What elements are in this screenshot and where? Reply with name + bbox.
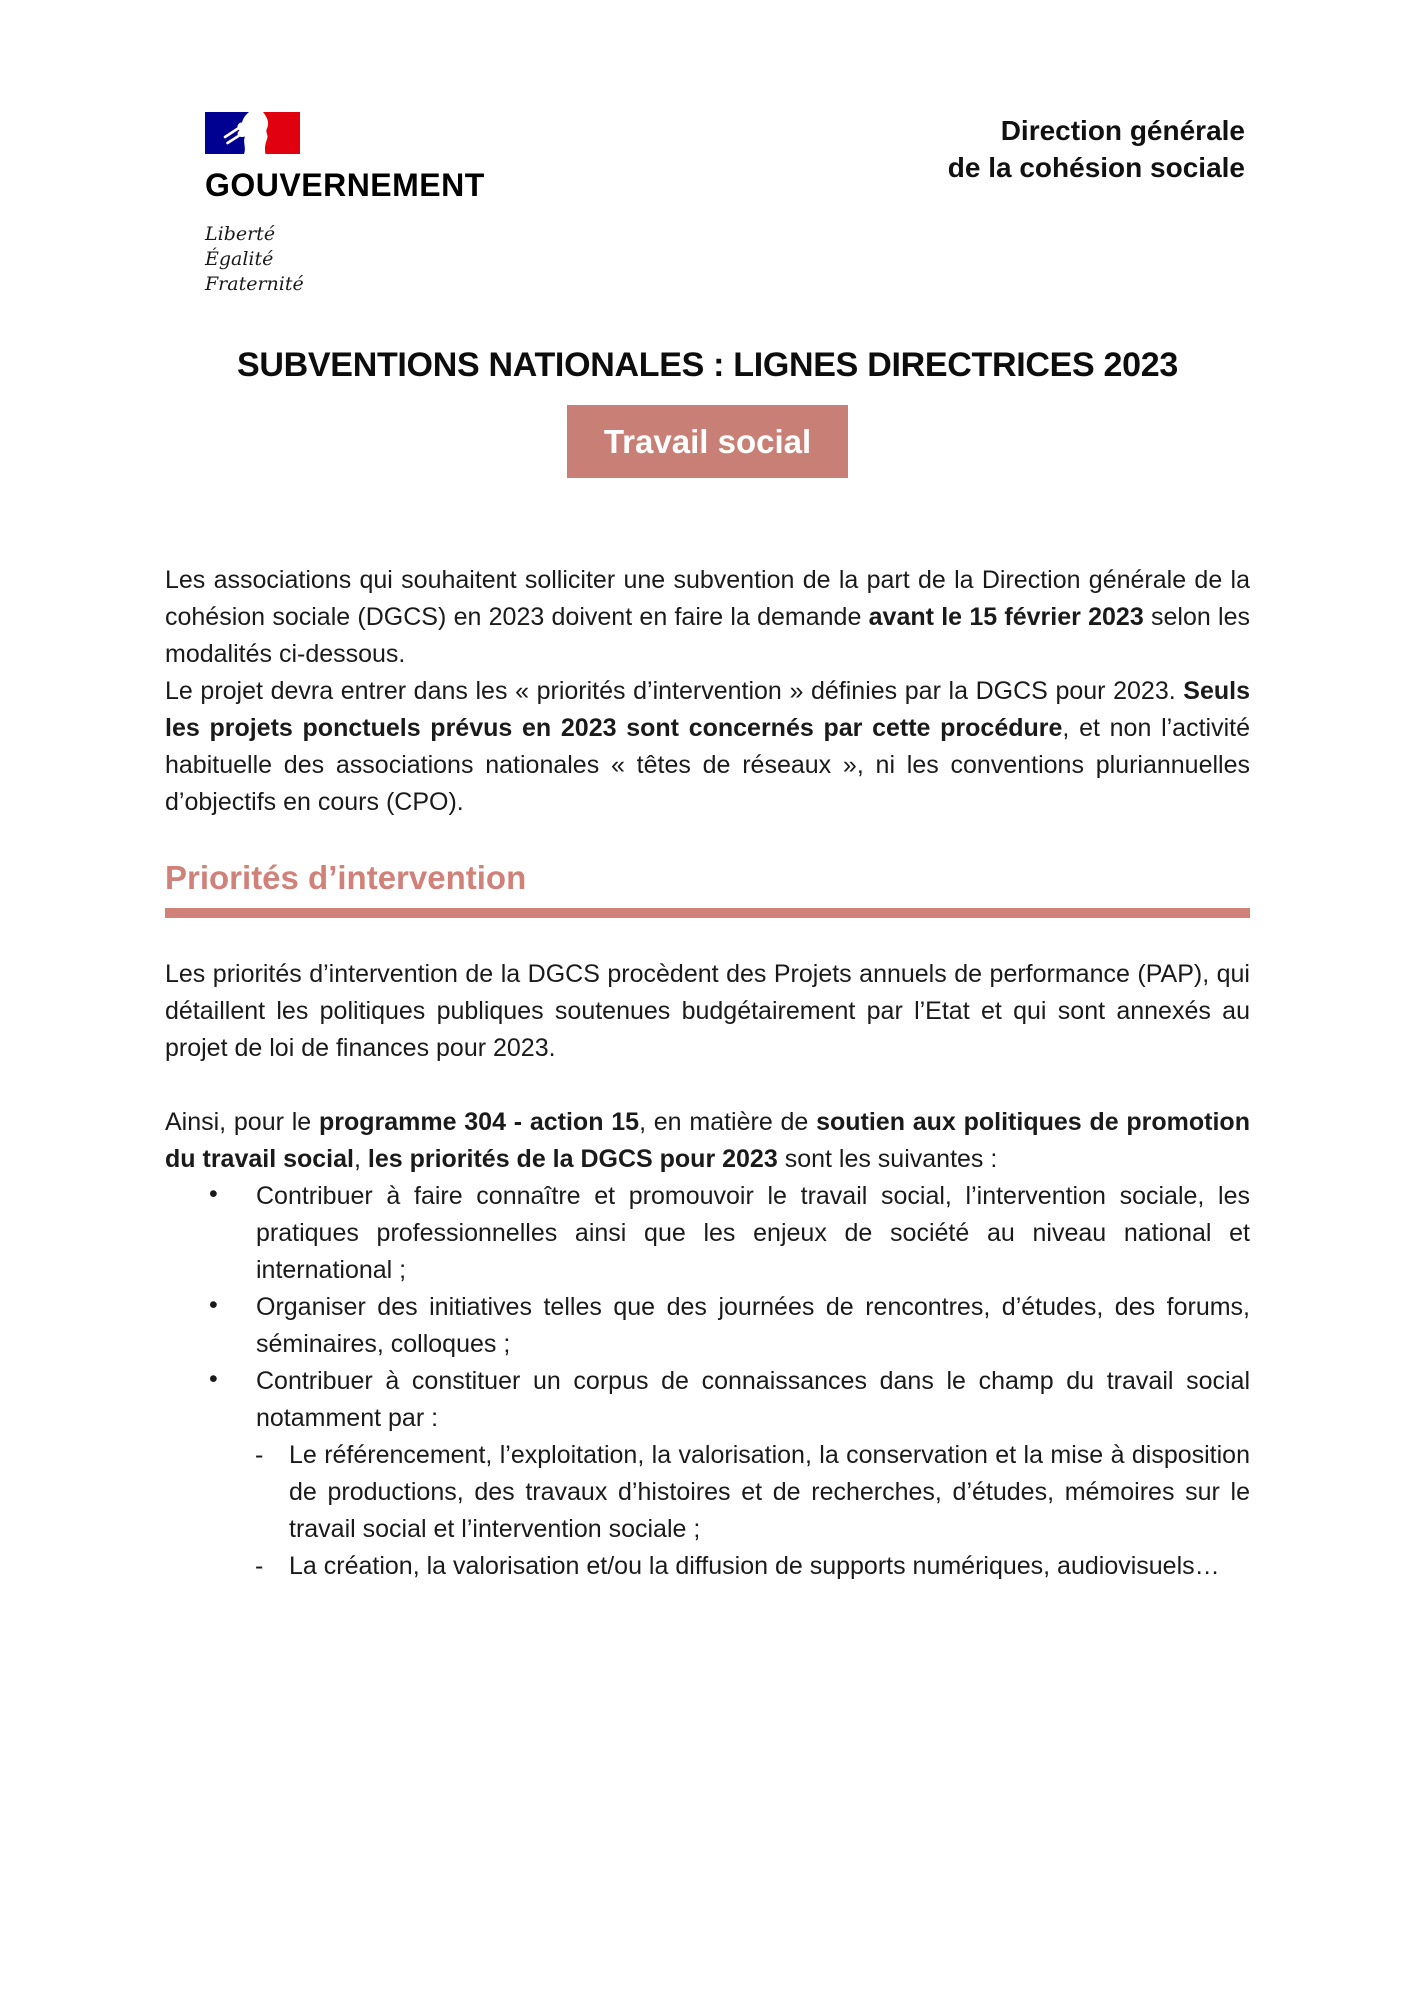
- bullet-icon: •: [209, 1365, 218, 1393]
- bullet-icon: •: [209, 1180, 218, 1208]
- priorities-list: [165, 1178, 1250, 1585]
- motto-line-fraternite: Fraternité: [205, 273, 304, 295]
- gouvernement-wordmark: GOUVERNEMENT: [205, 167, 485, 203]
- motto-line-egalite: Égalité: [205, 248, 274, 270]
- prio-p2-seg3: , en matière de: [639, 1108, 817, 1136]
- document-content: [165, 346, 1250, 1585]
- topic-banner-label: Travail social: [603, 422, 812, 460]
- topic-banner: [567, 405, 848, 478]
- priorites-paragraph-2: [165, 1104, 1250, 1178]
- prio-p2-seg1: Ainsi, pour le: [165, 1108, 319, 1136]
- prio-p2-seg5: ,: [353, 1145, 368, 1173]
- prio-p2-seg2-bold: programme 304 - action 15: [318, 1108, 640, 1136]
- section-heading-rule: [165, 908, 1250, 918]
- intro-p1-seg2-bold: avant le 15 février 2023: [868, 603, 1144, 631]
- intro-p1-seg1: Les associations qui souhaitent solliciter une subvention de la part de la Direction générale de la cohésion sociale (DGCS) en 2023 doivent en faire la demande: [165, 566, 1250, 631]
- bullet-icon: •: [209, 1291, 218, 1319]
- prio-p2-seg7: sont les suivantes :: [777, 1145, 998, 1173]
- intro-p2-seg1: Le projet devra entrer dans les « priorités d’intervention » définies par la DGCS pour 2023.: [165, 677, 1184, 705]
- list-item: [165, 1363, 1250, 1437]
- issuing-directorate: [948, 112, 1245, 186]
- bullet-2-text: Organiser des initiatives telles que des journées de rencontres, d’études, des forums, séminaires, colloques ;: [256, 1293, 1250, 1358]
- section-heading-priorites: Priorités d’intervention: [165, 859, 527, 896]
- intro-p2-seg3: , et non l’activité habituelle des associations nationales « têtes de réseaux », ni les conventions pluriannuelles d’objectifs en cours (CPO).: [165, 714, 1250, 816]
- intro-p1-seg3: selon les modalités ci-dessous.: [165, 603, 1250, 668]
- directorate-line-1: Direction générale: [1000, 115, 1245, 146]
- prio-p2-seg4-bold: soutien aux politiques de promotion du travail social: [165, 1108, 1250, 1173]
- sub-bullet-1-text: Le référencement, l’exploitation, la valorisation, la conservation et la mise à disposition de productions, des travaux d’histoires et de recherches, d’études, mémoires sur le travail social et l’intervention sociale ;: [289, 1441, 1250, 1543]
- list-item: [165, 1178, 1250, 1289]
- sub-list-item: [165, 1548, 1250, 1585]
- french-flag-marianne-icon: [205, 112, 300, 154]
- intro-section: [165, 562, 1250, 821]
- document-title: SUBVENTIONS NATIONALES : LIGNES DIRECTRICES 2023: [237, 346, 1178, 384]
- bullet-1-text: Contribuer à faire connaître et promouvoir le travail social, l’intervention sociale, les pratiques professionnelles ainsi que les enjeux de société au niveau national et international ;: [256, 1182, 1250, 1284]
- priorites-paragraph-1: Les priorités d’intervention de la DGCS procèdent des Projets annuels de performance (PAP), qui détaillent les politiques publiques soutenues budgétairement par l’Etat et qui sont annexés au projet de loi de finances pour 2023.: [165, 960, 1250, 1062]
- sub-list-item: [165, 1437, 1250, 1548]
- intro-p2-seg2-bold: Seuls les projets ponctuels prévus en 2023 sont concernés par cette procédure: [165, 677, 1250, 742]
- republic-motto: [205, 222, 485, 297]
- motto-line-liberte: Liberté: [205, 223, 276, 245]
- sub-bullet-2-text: La création, la valorisation et/ou la diffusion de supports numériques, audiovisuels…: [289, 1552, 1220, 1580]
- gouvernement-logo: [205, 112, 485, 297]
- intro-paragraph-2: [165, 673, 1250, 821]
- list-item: [165, 1289, 1250, 1363]
- dash-icon: -: [255, 1552, 264, 1580]
- intro-paragraph-1: [165, 562, 1250, 673]
- bullet-3-text: Contribuer à constituer un corpus de connaissances dans le champ du travail social notamment par :: [256, 1367, 1250, 1432]
- directorate-line-2: de la cohésion sociale: [947, 152, 1245, 183]
- dash-icon: -: [255, 1441, 264, 1469]
- prio-p2-seg6-bold: les priorités de la DGCS pour 2023: [367, 1145, 778, 1173]
